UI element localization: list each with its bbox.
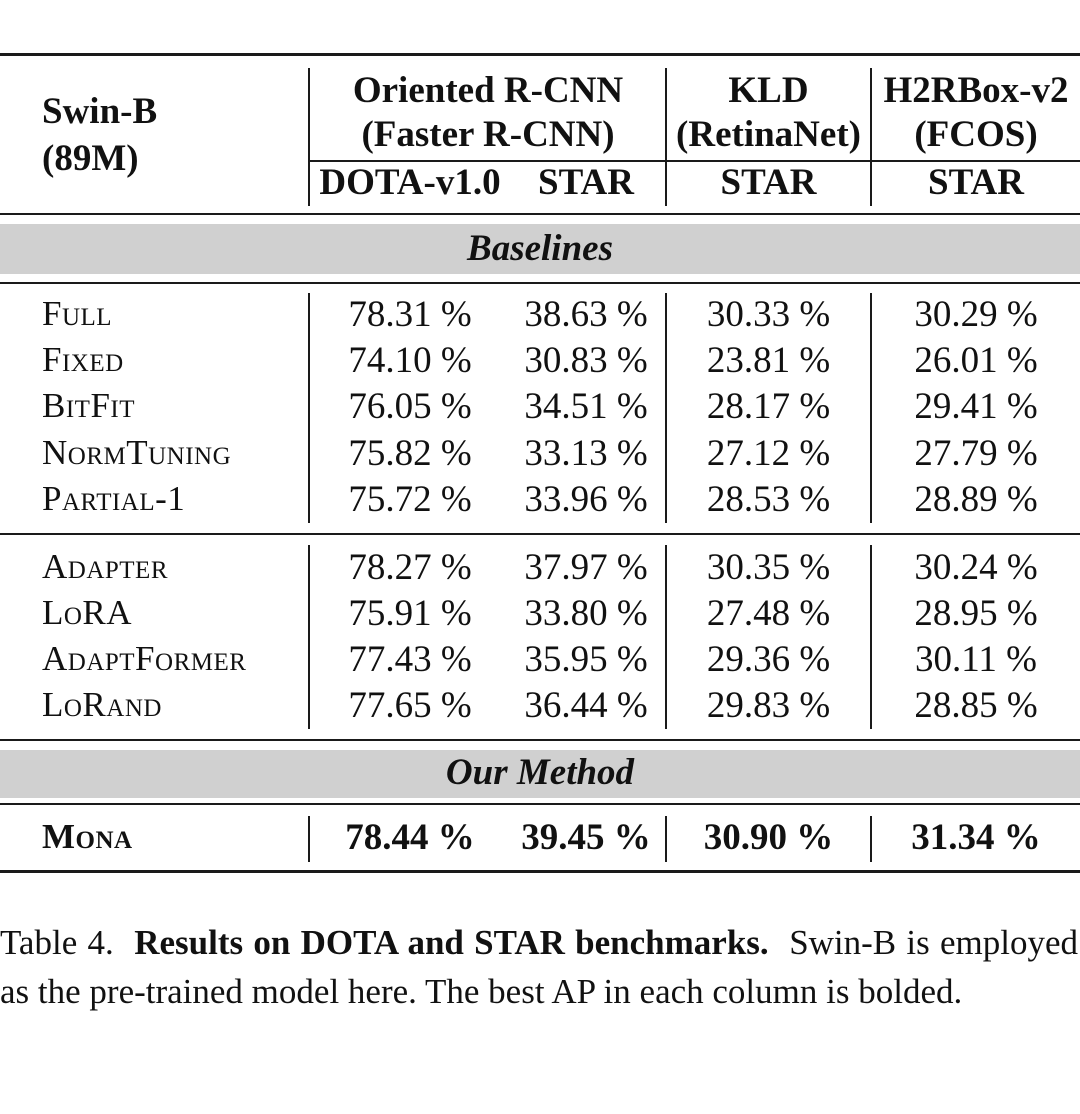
dataset-header-3: STAR bbox=[720, 162, 817, 203]
value-cell: 30.83 % bbox=[524, 340, 648, 381]
group-kld-name: KLD bbox=[728, 70, 809, 111]
caption-label: Table 4. bbox=[0, 923, 114, 962]
value-cell: 28.17 % bbox=[706, 386, 831, 427]
vline-g2-1 bbox=[308, 545, 310, 729]
value-cell: 75.72 % bbox=[348, 479, 472, 520]
value-cell: 36.44 % bbox=[524, 685, 648, 726]
value-cell: 29.36 % bbox=[706, 639, 831, 680]
value-cell: 77.65 % bbox=[348, 685, 472, 726]
value-cell: 30.29 % bbox=[914, 294, 1038, 335]
method-name: AdaptFormer bbox=[42, 639, 247, 678]
value-cell: 35.95 % bbox=[524, 639, 648, 680]
method-name: LoRA bbox=[42, 593, 133, 632]
value-cell-best: 78.44 % bbox=[345, 817, 475, 858]
value-cell: 28.95 % bbox=[914, 593, 1038, 634]
value-cell: 30.35 % bbox=[706, 547, 831, 588]
backbone-name: Swin-B bbox=[42, 91, 158, 132]
top-rule bbox=[0, 53, 1080, 56]
group-divider-rule bbox=[0, 533, 1080, 535]
value-cell: 33.96 % bbox=[524, 479, 648, 520]
group-oriented-rcnn-detector: (Faster R-CNN) bbox=[361, 114, 615, 155]
value-cell: 78.31 % bbox=[348, 294, 472, 335]
value-cell: 33.13 % bbox=[524, 433, 648, 474]
value-cell: 75.91 % bbox=[348, 593, 472, 634]
value-cell: 27.48 % bbox=[706, 593, 831, 634]
dataset-header-4: STAR bbox=[928, 162, 1024, 203]
vline-g1-1 bbox=[308, 293, 310, 523]
value-cell: 78.27 % bbox=[348, 547, 472, 588]
value-cell: 77.43 % bbox=[348, 639, 472, 680]
method-name: NormTuning bbox=[42, 433, 232, 472]
value-cell: 37.97 % bbox=[524, 547, 648, 588]
vline-header-1 bbox=[308, 68, 310, 206]
value-cell-best: 39.45 % bbox=[521, 817, 651, 858]
table-caption bbox=[0, 918, 1078, 1016]
group-h2rbox-detector: (FCOS) bbox=[914, 114, 1038, 155]
backbone-params: (89M) bbox=[42, 138, 139, 179]
section-our-method: Our Method bbox=[445, 752, 635, 793]
value-cell: 38.63 % bbox=[524, 294, 648, 335]
method-name: Fixed bbox=[42, 340, 124, 379]
value-cell: 75.82 % bbox=[348, 433, 472, 474]
method-name: LoRand bbox=[42, 685, 162, 724]
method-name: Adapter bbox=[42, 547, 169, 586]
vline-ours-1 bbox=[308, 816, 310, 862]
method-name: BitFit bbox=[42, 386, 136, 425]
value-cell-best: 31.34 % bbox=[911, 817, 1041, 858]
value-cell: 30.33 % bbox=[706, 294, 831, 335]
value-cell: 30.11 % bbox=[915, 639, 1037, 680]
method-name: Mona bbox=[42, 817, 133, 856]
caption-title: Results on DOTA and STAR benchmarks. bbox=[134, 923, 769, 962]
ours-top-rule bbox=[0, 739, 1080, 741]
section-baselines: Baselines bbox=[467, 228, 613, 269]
header-bottom-rule bbox=[0, 213, 1080, 215]
value-cell: 29.41 % bbox=[914, 386, 1038, 427]
value-cell: 23.81 % bbox=[706, 340, 831, 381]
value-cell: 27.79 % bbox=[914, 433, 1038, 474]
baselines-bottom-rule bbox=[0, 282, 1080, 284]
value-cell: 28.85 % bbox=[914, 685, 1038, 726]
value-cell: 26.01 % bbox=[914, 340, 1038, 381]
value-cell: 28.89 % bbox=[914, 479, 1038, 520]
value-cell: 30.24 % bbox=[914, 547, 1038, 588]
group-kld-detector: (RetinaNet) bbox=[676, 114, 861, 155]
dataset-header-2: STAR bbox=[538, 162, 634, 203]
group-h2rbox-name: H2RBox-v2 bbox=[883, 70, 1069, 111]
bottom-rule bbox=[0, 870, 1080, 873]
method-name: Full bbox=[42, 294, 113, 333]
value-cell: 33.80 % bbox=[524, 593, 648, 634]
ours-bottom-rule bbox=[0, 803, 1080, 805]
value-cell-best: 30.90 % bbox=[703, 817, 834, 858]
value-cell: 34.51 % bbox=[524, 386, 648, 427]
value-cell: 76.05 % bbox=[348, 386, 472, 427]
value-cell: 28.53 % bbox=[706, 479, 831, 520]
dataset-header-1: DOTA-v1.0 bbox=[319, 162, 501, 203]
value-cell: 27.12 % bbox=[706, 433, 831, 474]
group-oriented-rcnn-name: Oriented R-CNN bbox=[352, 70, 624, 111]
value-cell: 74.10 % bbox=[348, 340, 472, 381]
caption-text: Swin-B is employed as the pre-trained model here. The best AP in each column is bolded. bbox=[0, 923, 1079, 1011]
value-cell: 29.83 % bbox=[706, 685, 831, 726]
method-name: Partial-1 bbox=[42, 479, 186, 518]
